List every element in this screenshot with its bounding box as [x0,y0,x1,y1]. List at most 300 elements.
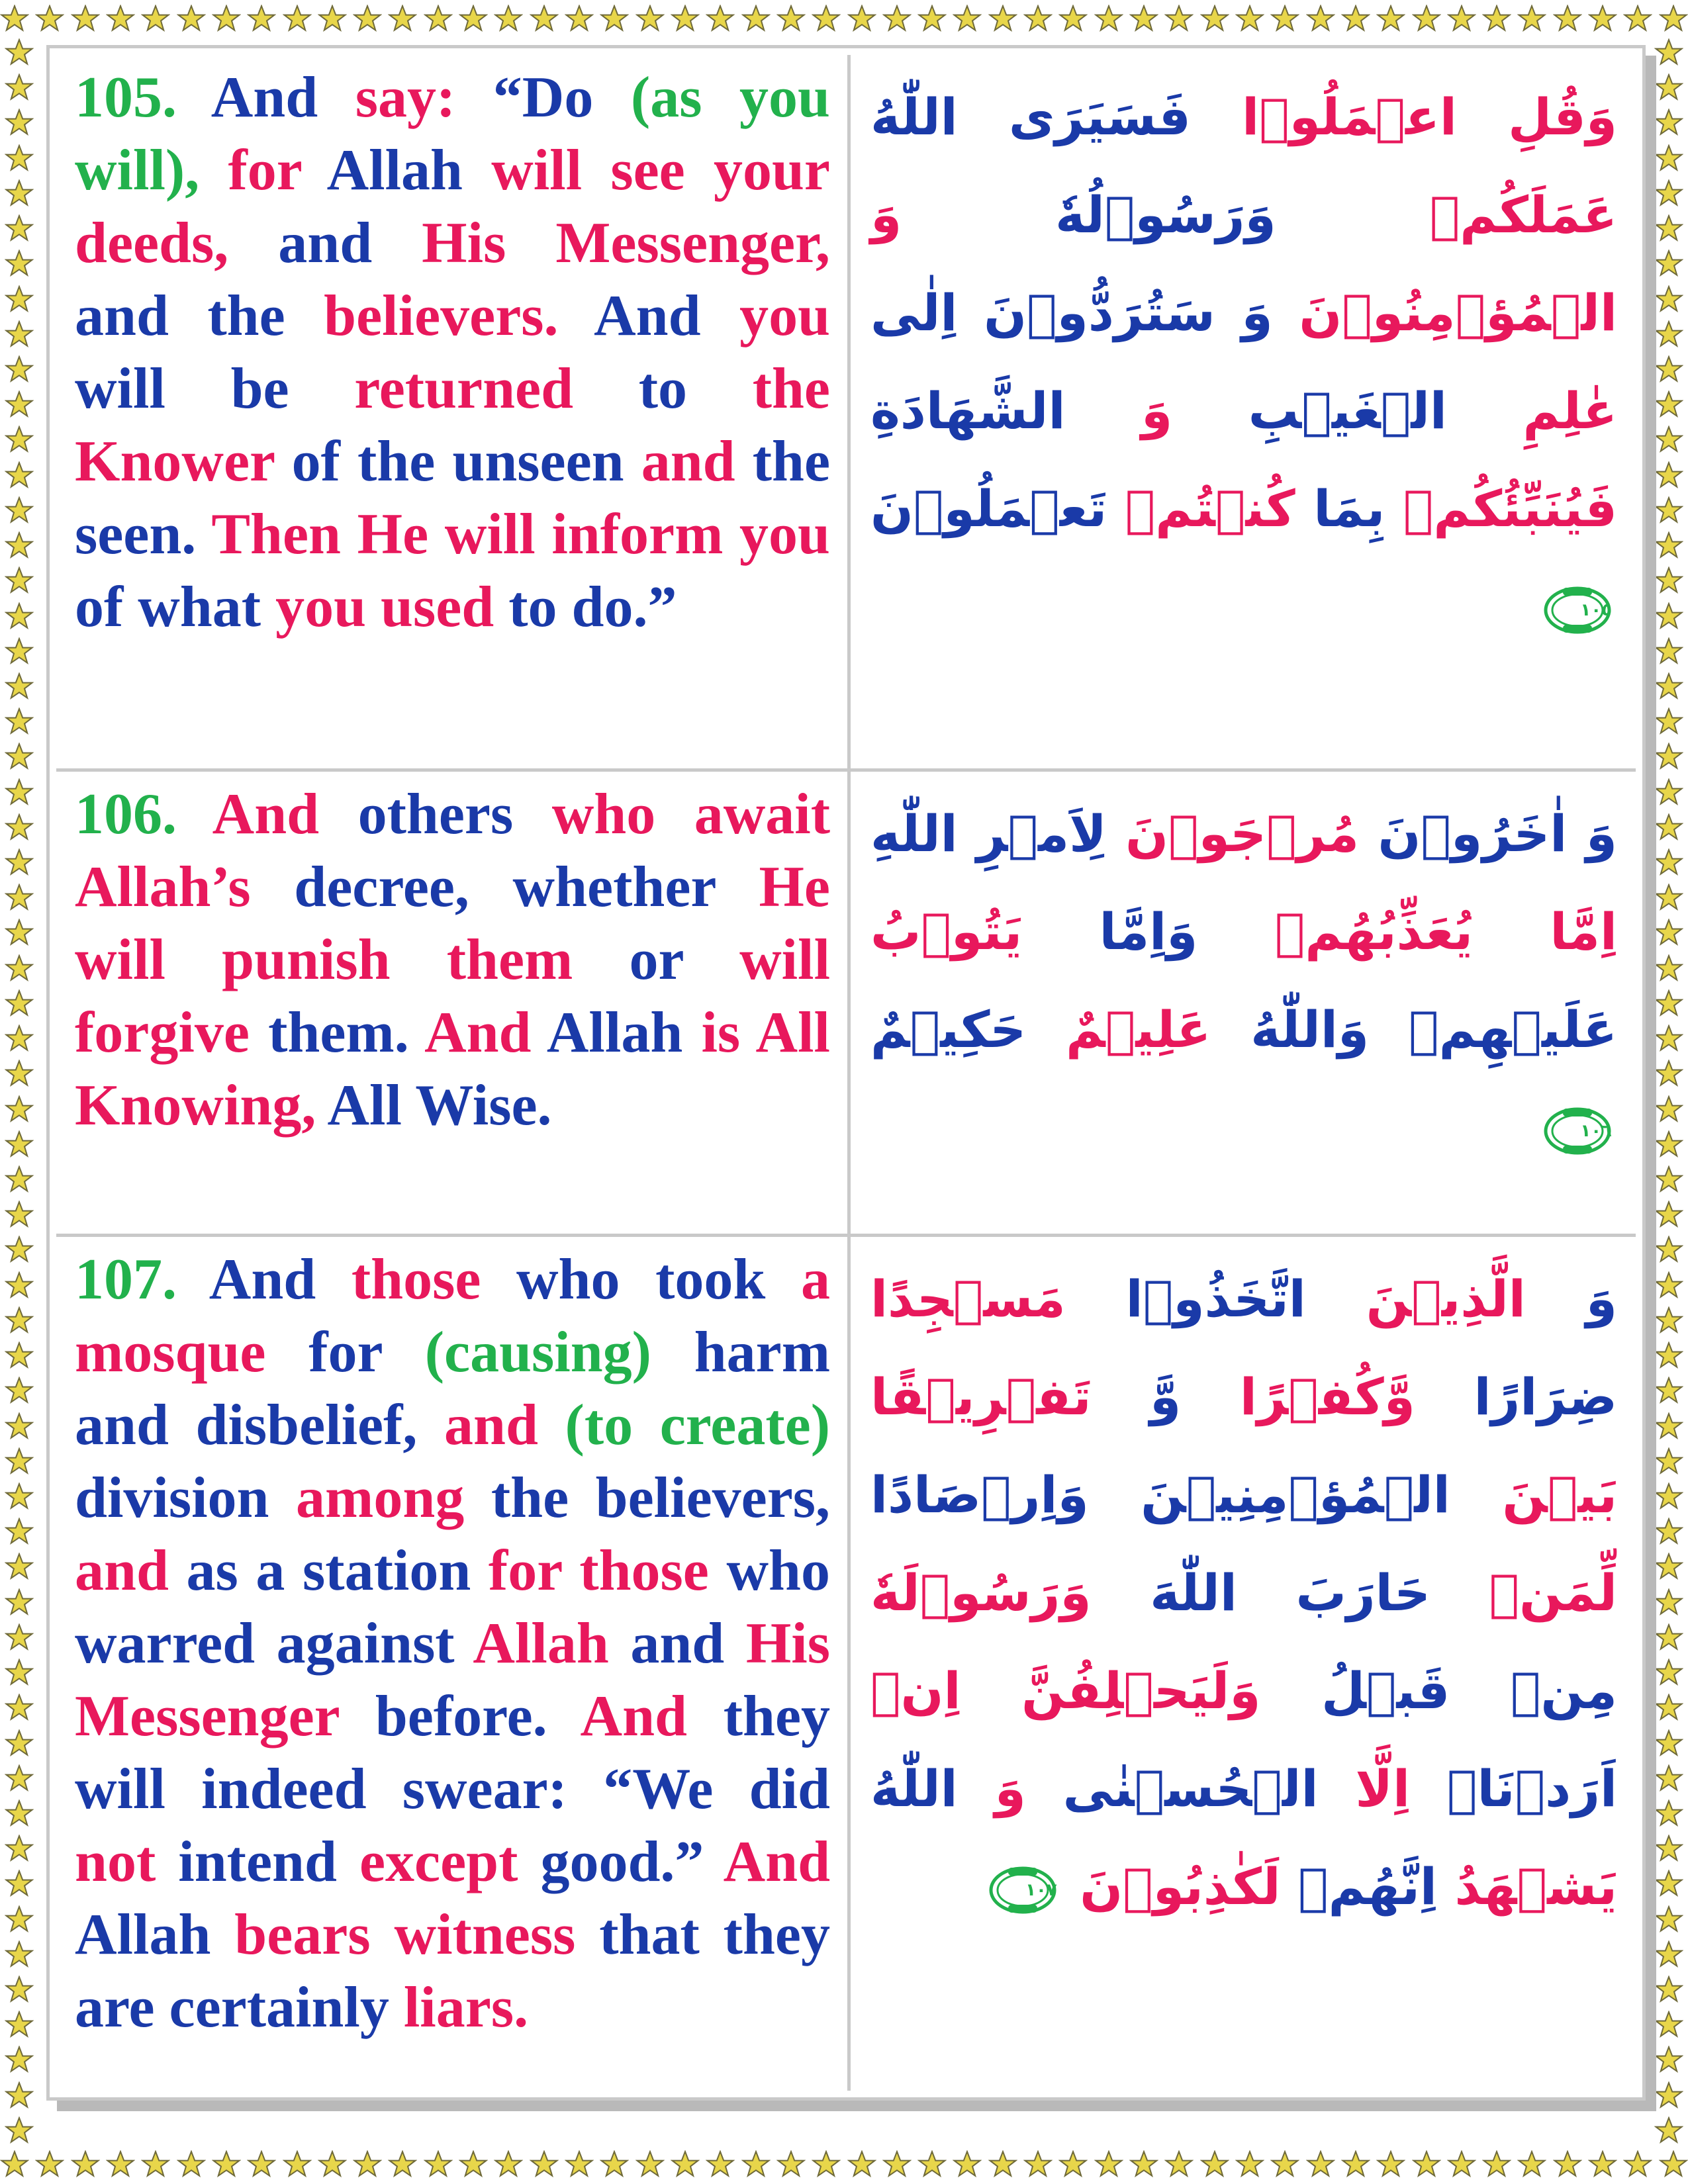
star-icon [1654,602,1683,631]
text-segment: And [209,1248,316,1312]
star-icon [847,5,876,34]
text-segment: and [75,1539,169,1603]
text-segment: (causing) [382,1320,651,1385]
text-segment: وَ [957,1759,1026,1818]
star-icon [1654,1236,1683,1265]
star-icon [1654,1377,1683,1406]
english-cell [56,1237,851,2091]
star-icon [1164,5,1194,34]
star-icon [1623,2150,1652,2179]
text-segment: اتَّخَذُوۡا [1065,1269,1306,1328]
star-icon [1654,109,1683,138]
star-icon [5,1553,34,1582]
star-icon [424,5,453,34]
star-border-left [0,38,38,2146]
text-segment: وَّ [1091,1367,1182,1426]
verse-number: 106. [75,782,177,846]
star-icon [5,1799,34,1829]
star-icon [1654,2046,1683,2075]
star-icon [5,109,34,138]
text-segment: division [75,1466,269,1530]
verse-row-107 [56,1237,1636,2091]
star-border-right [1650,38,1688,2146]
text-segment: وَاللّٰهُ [1211,1000,1370,1059]
star-icon [1235,5,1264,34]
text-segment: and [417,1393,538,1457]
text-segment: قَبۡلُ [1260,1661,1450,1720]
text-segment: among [269,1466,465,1530]
star-icon [1654,813,1683,842]
star-icon [5,461,34,490]
text-segment: a mosque [75,1248,830,1385]
star-icon [988,2150,1017,2179]
text-segment: of what [75,575,261,639]
star-icon [1376,2150,1405,2179]
text-segment: And [212,782,320,846]
star-icon [1654,1905,1683,1934]
arabic-verse [870,68,1617,656]
star-icon [5,1024,34,1054]
star-icon [1654,1130,1683,1160]
star-icon [5,1835,34,1864]
star-icon [1447,2150,1476,2179]
star-icon [1553,2150,1582,2179]
text-segment: وَ الۡمُؤۡمِنُوۡنَ [870,185,1617,342]
star-icon [847,2150,876,2179]
star-icon [1094,2150,1123,2179]
star-icon [1654,461,1683,490]
star-icon [741,2150,771,2179]
star-icon [388,5,417,34]
text-segment: inform [535,502,724,567]
translation-text [75,1248,830,2040]
star-icon [5,567,34,596]
star-icon [5,637,34,666]
text-segment: مَسۡجِدًا [870,1269,1066,1328]
star-icon [1654,1306,1683,1336]
text-segment: to [573,357,688,421]
text-segment: وَ [1065,381,1173,440]
star-icon [565,5,594,34]
star-icon [1654,531,1683,561]
star-icon [0,5,29,34]
star-icon [5,355,34,385]
star-icon [1654,884,1683,913]
text-segment: Allah [75,1903,211,1967]
star-icon [5,884,34,913]
text-segment: and [608,1612,725,1676]
star-icon [776,2150,806,2179]
text-segment: All Wise. [316,1073,552,1138]
star-icon [1023,2150,1053,2179]
star-icon [5,1412,34,1441]
text-segment: decree, [250,855,469,919]
text-segment: for [199,138,302,203]
text-segment: الشَّهَادَةِ [870,381,1066,440]
star-icon [106,5,135,34]
star-icon [5,602,34,631]
star-icon [1376,5,1405,34]
star-icon [71,2150,100,2179]
text-segment: اِنَّهُمۡ [1280,1857,1437,1916]
star-icon [177,2150,206,2179]
text-segment: say: [318,66,456,130]
star-icon [1654,1623,1683,1653]
arabic-cell [851,55,1636,768]
text-segment: عٰلِمِ [1446,381,1618,440]
star-icon [5,1905,34,1934]
star-icon [5,1729,34,1758]
text-segment: those [316,1248,481,1312]
text-segment: believers. [285,284,559,348]
text-segment: as a station [168,1539,471,1603]
text-segment: تَعۡمَلُوۡنَ [870,479,1107,538]
text-segment: to do.” [494,575,677,639]
star-icon [1654,637,1683,666]
text-segment: (to create) [538,1393,830,1457]
text-segment: لِاَمۡرِ اللّٰهِ [870,804,1107,863]
text-segment: And [211,66,318,130]
star-icon [5,496,34,525]
star-icon [917,2150,947,2179]
verse-row-105 [56,55,1636,772]
star-icon [635,5,665,34]
star-icon [1235,2150,1264,2179]
star-icon [1654,1447,1683,1477]
star-icon [1341,5,1370,34]
star-icon [5,1940,34,1970]
star-icon [917,5,947,34]
star-icon [600,2150,629,2179]
star-icon [106,2150,135,2179]
text-segment: and [228,211,373,275]
text-segment: (as you will), [75,66,830,203]
star-icon [5,1236,34,1265]
star-icon [5,285,34,314]
star-icon [5,73,34,103]
star-icon [5,1130,34,1160]
text-segment: will be [75,357,289,421]
text-segment: harm and disbelief, [75,1320,830,1457]
text-segment: ضِرَارًا [1415,1367,1618,1426]
ayah-end-marker-icon [1543,585,1612,635]
star-icon [1588,2150,1617,2179]
text-segment: يَتُوۡبُ [870,902,1023,961]
star-icon [1654,707,1683,737]
text-segment: “We did [567,1757,830,1821]
text-segment: the seen. [75,430,831,567]
star-icon [1654,989,1683,1019]
star-icon [1654,1482,1683,1512]
text-segment: حَارَبَ [1237,1563,1430,1622]
star-icon [1482,2150,1511,2179]
star-icon [1654,1976,1683,2005]
arabic-verse [870,785,1617,1177]
star-icon [5,2116,34,2146]
star-icon [5,1623,34,1653]
star-icon [565,2150,594,2179]
text-segment: And [547,1684,687,1749]
text-segment: His Messenger, [372,211,830,275]
text-segment: Allah [531,1001,683,1065]
star-icon [1654,320,1683,349]
text-segment: bears witness [211,1903,576,1967]
star-icon [5,38,34,68]
text-segment: اِمَّا [1473,902,1617,961]
star-icon [5,390,34,420]
star-icon [1654,1694,1683,1723]
star-icon [177,5,206,34]
star-icon [5,1870,34,1899]
star-icon [706,5,735,34]
star-icon [5,2081,34,2111]
star-icon [5,531,34,561]
text-segment: intend [156,1830,337,1894]
star-icon [1654,144,1683,173]
text-segment: الۡمُؤۡمِنِيۡنَ [1088,1465,1450,1524]
text-segment: not [75,1830,156,1894]
star-icon [1654,1518,1683,1547]
star-icon [5,179,34,208]
star-icon [1654,250,1683,279]
english-translation [75,62,830,644]
text-segment: عَمَلَكُمۡ [1276,185,1617,244]
star-icon [283,5,312,34]
star-icon [600,5,629,34]
text-segment: اِلَّا [1318,1759,1411,1818]
text-segment: you [723,502,830,567]
star-icon [494,2150,523,2179]
page-frame [46,45,1646,2101]
star-icon [530,2150,559,2179]
star-icon [5,1659,34,1688]
text-segment: فَسَيَرَى اللّٰهُ [870,87,1191,146]
translation-text [75,782,830,1138]
star-icon [1553,5,1582,34]
text-segment: اللّٰهَ [1091,1563,1237,1622]
text-segment: وَ [1525,1269,1617,1328]
star-icon [459,5,488,34]
star-icon [1654,426,1683,455]
text-segment: يَشۡهَدُ [1436,1857,1617,1916]
star-icon [247,5,276,34]
star-icon [5,2011,34,2040]
star-icon [1447,5,1476,34]
text-segment: كُنۡتُمۡ [1107,479,1295,538]
star-icon [5,1764,34,1794]
star-icon [1306,2150,1335,2179]
star-icon [988,5,1017,34]
star-icon [353,2150,382,2179]
text-segment: them [390,928,573,992]
star-icon [1412,5,1441,34]
star-icon [1517,5,1546,34]
star-icon [1654,2116,1683,2146]
star-icon [530,5,559,34]
ayah-end-marker-icon [1543,1106,1612,1156]
star-icon [35,5,64,34]
star-icon [1654,2081,1683,2111]
star-icon [1654,1553,1683,1582]
star-icon [1654,355,1683,385]
star-icon [1270,2150,1299,2179]
star-icon [5,1306,34,1336]
text-segment: عَلِيۡمٌ [1026,1000,1211,1059]
verse-row-106 [56,772,1636,1237]
star-icon [5,1271,34,1300]
text-segment: will see your deeds, [75,138,830,275]
star-icon [5,320,34,349]
text-segment: لَكٰذِبُوۡنَ [1080,1857,1281,1916]
star-icon [1654,2011,1683,2040]
star-icon [1654,1165,1683,1195]
star-icon [1654,38,1683,68]
star-icon [671,2150,700,2179]
star-icon [1654,1835,1683,1864]
star-icon [5,848,34,878]
arabic-cell [851,772,1636,1234]
text-segment: And [704,1830,831,1894]
star-icon [1654,1940,1683,1970]
star-icon [5,707,34,737]
star-icon [283,2150,312,2179]
star-icon [1654,1342,1683,1371]
arabic-text [870,87,1617,538]
star-icon [1654,1095,1683,1124]
text-segment: وَرَسُوۡلَهٗ [870,1563,1092,1622]
text-segment: وَّكُفۡرًا [1181,1367,1415,1426]
star-icon [1654,1588,1683,1617]
verse-number: 105. [75,66,177,130]
text-segment: الۡغَيۡبِ [1172,381,1447,440]
star-icon [318,2150,347,2179]
star-icon [5,919,34,948]
text-segment: بَيۡنَ [1450,1465,1617,1524]
text-segment: مِنۡ [1450,1661,1617,1720]
text-segment: لِّمَنۡ [1430,1563,1617,1622]
text-segment: تَفۡرِيۡقًا [870,1367,1092,1426]
text-segment: وَاِمَّا [1022,902,1198,961]
star-icon [5,1694,34,1723]
text-segment: وَ اٰخَرُوۡنَ [1359,804,1617,863]
text-segment: وَ سَتُرَدُّوۡنَ اِلٰى [870,283,1273,342]
star-icon [1654,1659,1683,1688]
star-icon [459,2150,488,2179]
star-icon [1129,5,1158,34]
star-icon [424,2150,453,2179]
star-icon [141,5,170,34]
text-segment: liars. [389,1976,529,2040]
text-segment: will forgive [75,928,831,1065]
translation-text [75,66,830,639]
text-segment: Then He will [196,502,536,567]
star-icon [0,2150,29,2179]
text-segment: وَاِرۡصَادًا [870,1465,1089,1524]
text-segment: the Knower [75,357,830,494]
star-icon [5,778,34,807]
text-segment: returned [289,357,574,421]
star-icon [5,1976,34,2005]
star-icon [671,5,700,34]
star-icon [5,1342,34,1371]
star-icon [706,2150,735,2179]
star-icon [1200,5,1229,34]
star-icon [1023,5,1053,34]
arabic-cell [851,1237,1636,2091]
star-icon [1654,73,1683,103]
star-icon [5,1588,34,1617]
star-icon [1129,2150,1158,2179]
star-icon [5,1377,34,1406]
text-segment: عَلَيۡهِمۡ [1369,1000,1617,1059]
star-icon [5,743,34,772]
star-icon [1654,1271,1683,1300]
text-segment: حَكِيۡمٌ [870,1000,1027,1059]
text-segment: اِنۡ [870,1661,961,1720]
star-icon [353,5,382,34]
star-icon [318,5,347,34]
star-icon [5,144,34,173]
text-segment: يُعَذِّبُهُمۡ [1197,902,1474,961]
text-segment: the believers, [464,1466,830,1530]
star-icon [1654,1060,1683,1089]
text-segment: And [558,284,701,348]
ayah-number: ١٠٧ [1025,1880,1057,1900]
text-segment: unseen [435,430,624,494]
text-segment: الَّذِيۡنَ [1305,1269,1526,1328]
text-segment: اَرَدۡنَاۤ [1410,1759,1617,1818]
star-icon [1654,1024,1683,1054]
star-icon [1623,5,1652,34]
star-icon [1588,5,1617,34]
text-segment: who warred against [75,1539,830,1676]
text-segment: is All Knowing, [75,1001,830,1138]
text-segment: and the [75,284,285,348]
star-icon [1058,2150,1088,2179]
star-icon [812,2150,841,2179]
text-segment: of the [274,430,436,494]
star-icon [1341,2150,1370,2179]
text-segment: who took [481,1248,766,1312]
english-cell [56,55,851,768]
text-segment: who await [513,782,830,846]
english-translation [75,778,830,1142]
star-icon [5,672,34,702]
star-icon [5,1518,34,1547]
star-icon [953,5,982,34]
star-icon [212,2150,241,2179]
star-icon [1654,672,1683,702]
star-icon [1058,5,1088,34]
star-icon [1654,919,1683,948]
star-icon [741,5,771,34]
star-icon [953,2150,982,2179]
star-icon [5,1482,34,1512]
text-segment: And [408,1001,532,1065]
star-icon [5,1095,34,1124]
star-icon [1659,5,1688,34]
star-icon [1654,1729,1683,1758]
text-segment: Allah’s [75,855,251,919]
star-icon [35,2150,64,2179]
text-segment: except [336,1830,518,1894]
star-icon [1654,285,1683,314]
arabic-text [870,804,1617,1059]
star-icon [212,5,241,34]
star-border-bottom [0,2146,1688,2184]
star-icon [1094,5,1123,34]
star-icon [5,426,34,455]
